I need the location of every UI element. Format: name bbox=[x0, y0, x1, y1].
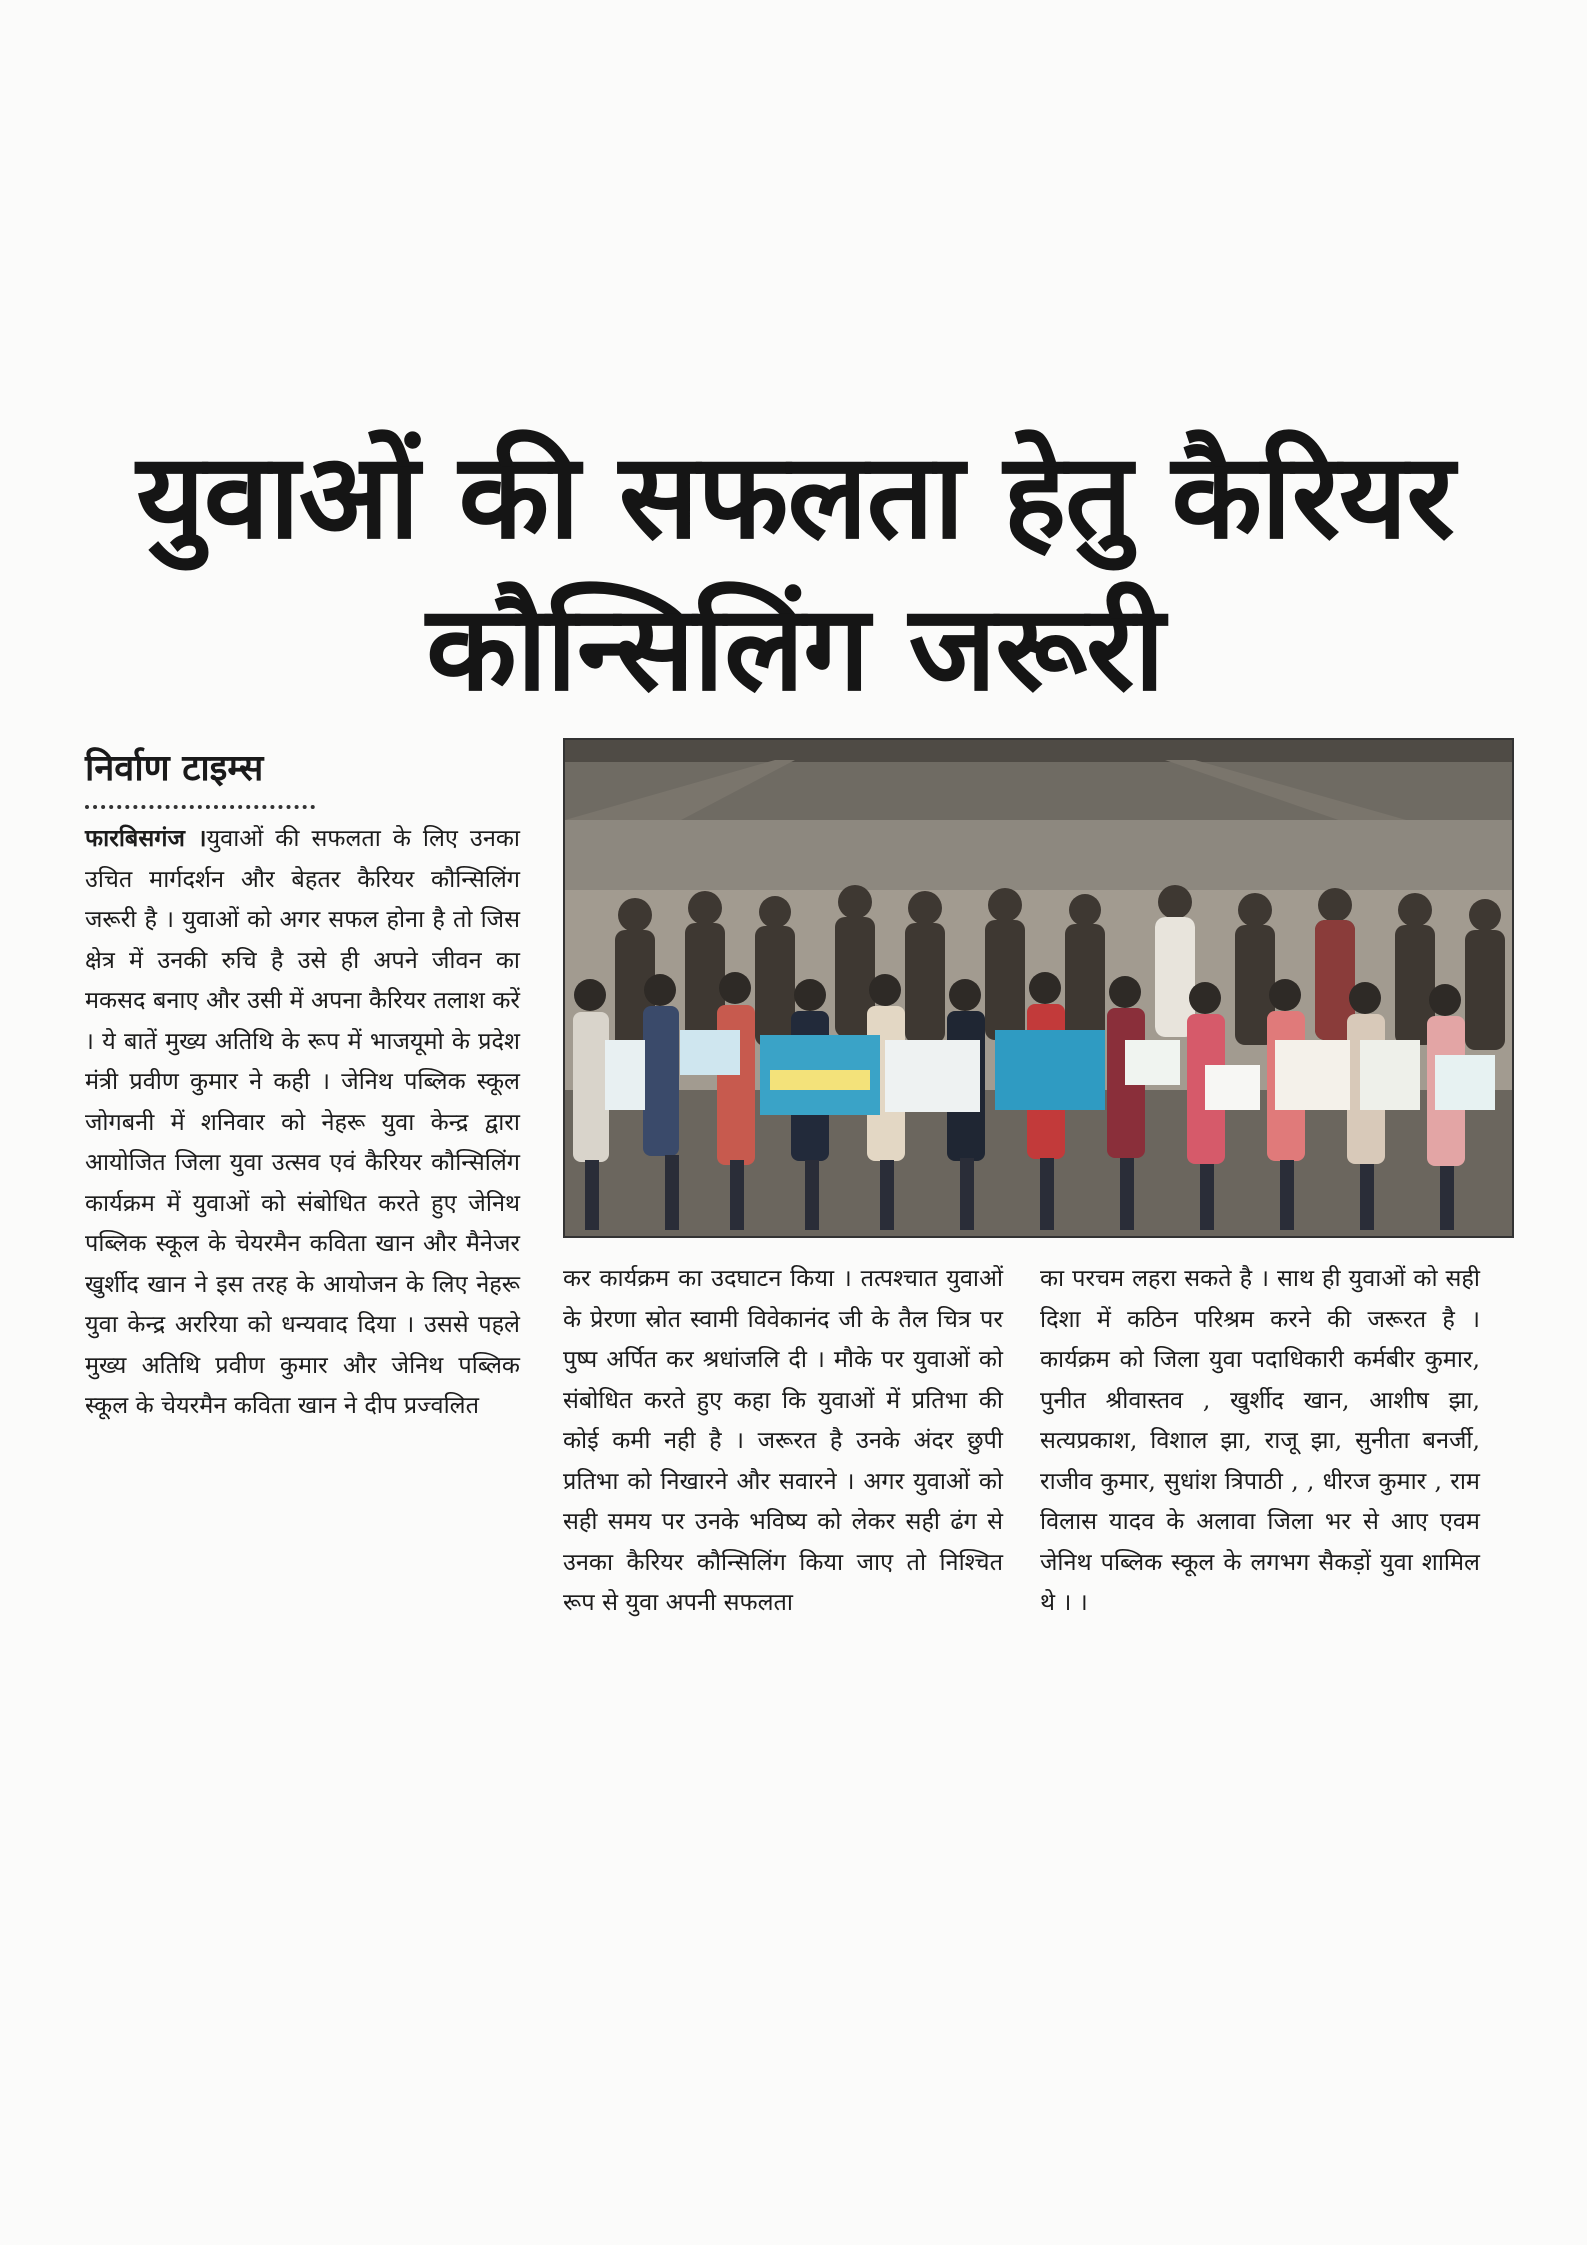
byline: निर्वाण टाइम्स bbox=[85, 742, 315, 809]
article-column-3: का परचम लहरा सकते है । साथ ही युवाओं को सही दिशा में कठिन परिश्रम करने की जरूरत है । कार्यक्रम को जिला युवा पदाधिकारी कर्मबीर कुमार, पुनीत श्रीवास्तव , खुर्शीद खान, आशीष झा, सत्यप्रकाश, विशाल झा, राजू झा, सुनीता बनर्जी, राजीव कुमार, सुधांश त्रिपाठी , , धीरज कुमार , राम विलास यादव के अलावा जिला भर से आए एवम जेनिथ पब्लिक स्कूल के लगभग सैकड़ों युवा शामिल थे । । bbox=[1040, 1264, 1480, 1616]
headline-line-1: युवाओं की सफलता हेतु कैरियर bbox=[136, 427, 1454, 565]
event-photo bbox=[563, 738, 1514, 1238]
news-clipping bbox=[55, 420, 1535, 1830]
column-1-text: युवाओं की सफलता के लिए उनका उचित मार्गदर्शन और बेहतर कैरियर कौन्सिलिंग जरूरी है । युवाओं को अगर सफल होना है तो जिस क्षेत्र में उनकी रुचि है उसे ही अपने जीवन का मकसद बनाए और उसी में अपना कैरियर तलाश करें । ये बातें मुख्य अतिथि के रूप में भाजयूमो के प्रदेश मंत्री प्रवीण कुमार ने कही । जेनिथ पब्लिक स्कूल जोगबनी में शनिवार को नेहरू युवा केन्द्र द्वारा आयोजित जिला युवा उत्सव एवं कैरियर कौन्सिलिंग कार्यक्रम में युवाओं को संबोधित करते हुए जेनिथ पब्लिक स्कूल के चेयरमैन कविता खान और मैनेजर खुर्शीद खान ने इस तरह के आयोजन के लिए नेहरू युवा केन्द्र अररिया को धन्यवाद दिया । उससे पहले मुख्य अतिथि प्रवीण कुमार और जेनिथ पब्लिक स्कूल के चेयरमैन कविता खान ने दीप प्रज्वलित bbox=[85, 824, 520, 1419]
headline-line-2: कौन्सिलिंग जरूरी bbox=[426, 579, 1164, 717]
article-column-1 bbox=[85, 818, 520, 1426]
article-column-2: कर कार्यक्रम का उदघाटन किया । तत्पश्चात युवाओं के प्रेरणा स्रोत स्वामी विवेकानंद जी के तैल चित्र पर पुष्प अर्पित कर श्रधांजलि दी । मौके पर युवाओं को संबोधित करते हुए कहा कि युवाओं में प्रतिभा की कोई कमी नही है । जरूरत है उनके अंदर छुपी प्रतिभा को निखारने और सवारने । अगर युवाओं को सही समय पर उनके भविष्य को लेकर सही ढंग से उनका कैरियर कौन्सिलिंग किया जाए तो निश्चित रूप से युवा अपनी सफलता bbox=[563, 1264, 1003, 1616]
headline bbox=[55, 420, 1535, 724]
dateline: फारबिसगंज । bbox=[85, 824, 207, 852]
